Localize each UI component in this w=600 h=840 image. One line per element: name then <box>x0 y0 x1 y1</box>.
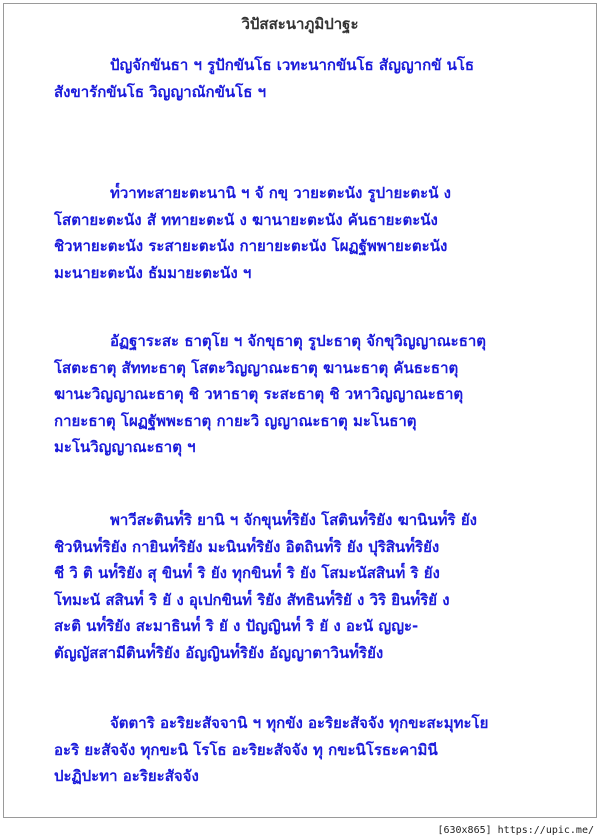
text-line: ชิวหายะตะนัง ระสายะตะนัง กายายะตะนัง โผฏฐัพพายะตะนัง <box>54 237 448 255</box>
text-line: สังขารักขันโธ วิญญาณักขันโธ ฯ <box>54 82 267 101</box>
text-line: โสตะธาตุ สัททะธาตุ โสตะวิญญาณะธาตุ ฆานะธาตุ คันธะธาตุ <box>54 358 459 377</box>
text-line: ปัญจักขันธา ฯ รูปักขันโธ เวทะนากขันโธ สัญญากขั นโธ <box>110 56 475 74</box>
text-line: อะริ ยะสัจจัง ทุกขะนิ โรโธ อะริยะสัจจัง ทุ กขะนิโรธะคามินี <box>54 740 438 759</box>
text-line: ชิวหินท๎ริยัง กายินท๎ริยัง มะนินท๎ริยัง อิตถินท๎ริ ยัง ปุริสินท๎ริยัง <box>54 537 440 556</box>
text-line: ตัญญัสสามีตินท๎ริยัง อัญญินท๎ริยัง อัญญาตาวินท๎ริยัง <box>54 643 384 662</box>
paragraph-indriya <box>54 507 576 666</box>
text-line: ท๎วาทะสายะตะนานิ ฯ จั กขฺ วายะตะนัง รูปายะตะนั ง <box>110 184 452 202</box>
text-line: ปะฏิปะทา อะริยะสัจจัง <box>54 767 199 785</box>
text-line: ฆานะวิญญาณะธาตุ ชิ วหาธาตุ ระสะธาตุ ชิ วหาวิญญาณะธาตุ <box>54 385 464 403</box>
text-line: มะนายะตะนัง ธัมมายะตะนัง ฯ <box>54 263 252 282</box>
document-title: วิปัสสะนาภูมิปาฐะ <box>241 15 359 33</box>
text-line: โสตายะตะนัง สั ททายะตะนั ง ฆานายะตะนัง คันธายะตะนัง <box>54 210 438 229</box>
text-line: พาวีสะตินท๎ริ ยานิ ฯ จักขุนท๎ริยัง โสตินท๎ริยัง ฆานินท๎ริ ยัง <box>110 511 477 529</box>
paragraph-khandha <box>54 52 576 105</box>
image-host-watermark: [630x865] https://upic.me/ <box>437 825 594 836</box>
paragraph-dhatu <box>54 328 576 461</box>
paragraph-ayatana <box>54 180 576 286</box>
text-line: ชี วิ ติ นท๎ริยัง สุ ขินท๎ ริ ยัง ทุกขินท๎ ริ ยัง โสมะนัสสินท๎ ริ ยัง <box>54 564 440 582</box>
text-line: จัตตาริ อะริยะสัจจานิ ฯ ทุกขัง อะริยะสัจจัง ทุกขะสะมุทะโย <box>110 714 489 732</box>
text-line: กายะธาตุ โผฏฐัพพะธาตุ กายะวิ ญญาณะธาตุ มะโนธาตุ <box>54 411 417 430</box>
text-line: มะโนวิญญาณะธาตุ ฯ <box>54 438 196 456</box>
footer-bar <box>0 818 600 840</box>
paragraph-ariyasacca <box>54 710 576 790</box>
text-line: อัฏฐาระสะ ธาตุโย ฯ จักขุธาตุ รูปะธาตุ จักขุวิญญาณะธาตุ <box>110 332 487 350</box>
text-line: โทมะนั สสินท๎ ริ ยั ง อุเปกขินท๎ ริยัง สัทธินท๎ริยั ง วิริ ยินท๎ริยั ง <box>54 590 450 609</box>
text-line: สะติ นท๎ริยัง สะมาธินท๎ ริ ยั ง ปัญญินท๎ ริ ยั ง อะนั ญญะ- <box>54 617 419 635</box>
